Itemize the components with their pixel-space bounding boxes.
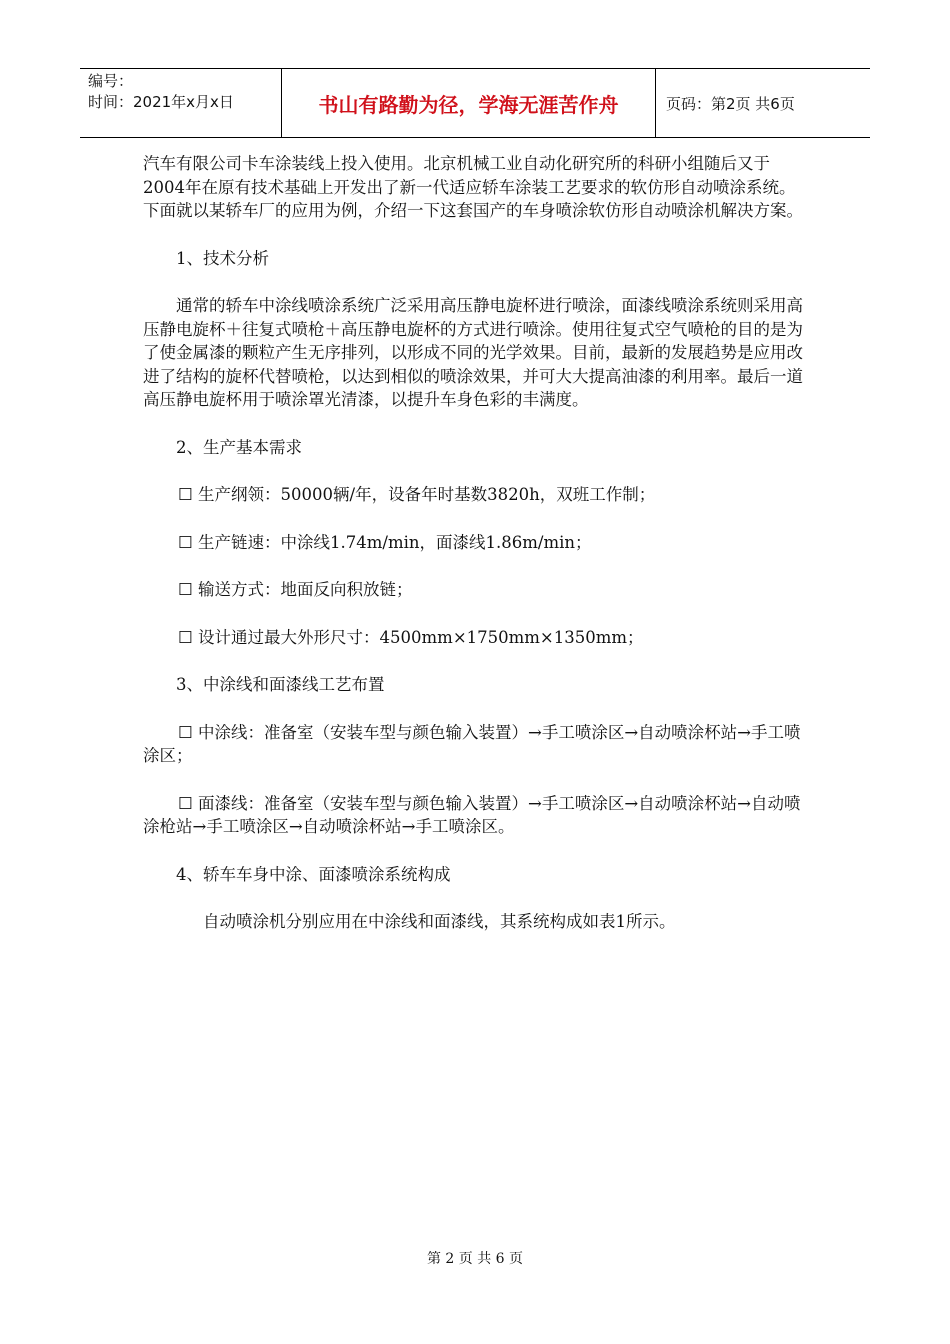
requirement-item: ☐ 设计通过最大外形尺寸：4500mm×1750mm×1350mm；	[178, 627, 644, 647]
header-page-label: 页码：第2页 共6页	[666, 94, 795, 113]
heading-technical-analysis: 1、技术分析	[176, 248, 269, 268]
header-meta	[80, 69, 282, 137]
header-motto: 书山有路勤为径，学海无涯苦作舟	[282, 69, 656, 137]
page-header	[80, 68, 870, 138]
requirement-item: ☐ 输送方式：地面反向积放链；	[178, 580, 413, 599]
requirement-item: ☐ 生产链速：中涂线1.74m/min，面漆线1.86m/min；	[178, 532, 592, 552]
paragraph-intro: 汽车有限公司卡车涂装线上投入使用。北京机械工业自动化研究所的科研小组随后又于2004年在原有技术基础上开发出了新一代适应轿车涂装工艺要求的软仿形自动喷涂系统。下面就以某轿车厂的应用为例，介绍一下这套国产的车身喷涂软仿形自动喷涂机解决方案。	[143, 154, 803, 220]
process-line-item: ☐ 中涂线：准备室（安装车型与颜色输入装置）→手工喷涂区→自动喷涂杯站→手工喷涂区；	[143, 722, 801, 765]
paragraph-system-composition: 自动喷涂机分别应用在中涂线和面漆线，其系统构成如表1所示。	[203, 912, 676, 931]
process-line-item: ☐ 面漆线：准备室（安装车型与颜色输入装置）→手工喷涂区→自动喷涂杯站→自动喷涂枪站→手工喷涂区→自动喷涂杯站→手工喷涂区。	[143, 793, 801, 836]
requirement-item: ☐ 生产纲领：50000辆/年，设备年时基数3820h，双班工作制；	[178, 485, 656, 504]
document-body	[143, 152, 808, 934]
number-label: 编号：	[88, 72, 134, 90]
time-label: 时间：2021年x月x日	[88, 93, 234, 111]
heading-production-requirements: 2、生产基本需求	[176, 437, 302, 457]
page-footer: 第 2 页 共 6 页	[426, 1251, 524, 1267]
heading-process-layout: 3、中涂线和面漆线工艺布置	[176, 675, 385, 694]
paragraph-technical-analysis: 通常的轿车中涂线喷涂系统广泛采用高压静电旋杯进行喷涂，面漆线喷涂系统则采用高压静电旋杯＋往复式喷枪＋高压静电旋杯的方式进行喷涂。使用往复式空气喷枪的目的是为了使金属漆的颗粒产生无序排列，以形成不同的光学效果。目前，最新的发展趋势是应用改进了结构的旋杯代替喷枪，以达到相似的喷涂效果，并可大大提高油漆的利用率。最后一道高压静电旋杯用于喷涂罩光清漆，以提升车身色彩的丰满度。	[143, 296, 803, 409]
heading-system-composition: 4、轿车车身中涂、面漆喷涂系统构成	[176, 864, 451, 884]
